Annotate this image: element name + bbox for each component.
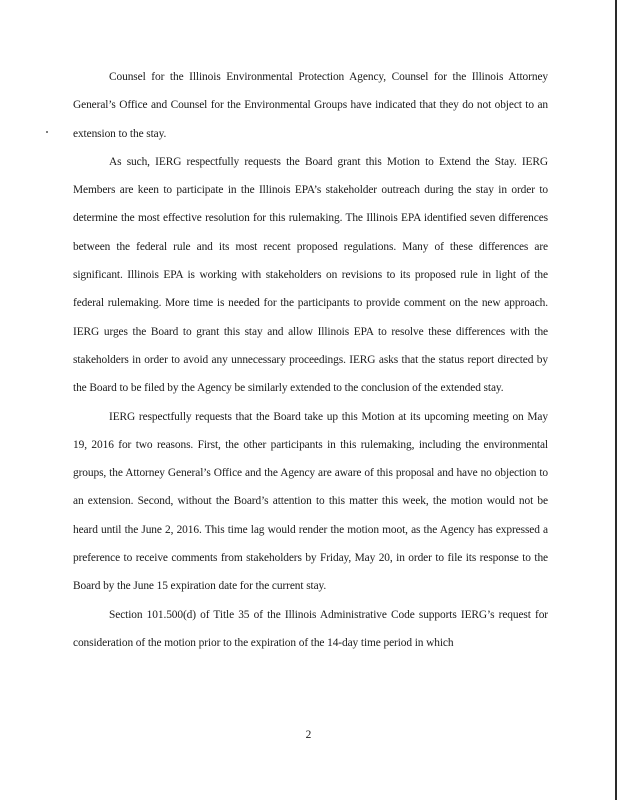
paragraph-section-101: Section 101.500(d) of Title 35 of the Illinois Administrative Code supports IERG’s request for consideration of the motion prior to the expiration of the 14-day time period in which bbox=[73, 608, 548, 649]
paragraph-meeting-request: IERG respectfully requests that the Board take up this Motion at its upcoming meeting on May 19, 2016 for two reasons. First, the other participants in this rulemaking, including the environmental groups, the Attorney General’s Office and the Agency are aware of this proposal and have no objection to an extension. Second, without the Board’s attention to this matter this week, the motion would not be heard until the June 2, 2016. This time lag would render the motion moot, as the Agency has expressed a preference to receive comments from stakeholders by Friday, May 20, in order to file its response to the Board by the June 15 expiration date for the current stay. bbox=[73, 410, 548, 593]
document-body bbox=[73, 63, 548, 657]
scan-speck bbox=[46, 131, 48, 133]
paragraph-request-extension: As such, IERG respectfully requests the Board grant this Motion to Extend the Stay. IERG Members are keen to participate in the Illinois EPA’s stakeholder outreach during the stay in order to determine the most effective resolution for this rulemaking. The Illinois EPA identified seven differences between the federal rule and its most recent proposed regulations. Many of these differences are significant. Illinois EPA is working with stakeholders on revisions to its proposed rule in light of the federal rulemaking. More time is needed for the participants to provide comment on the new approach. IERG urges the Board to grant this stay and allow Illinois EPA to resolve these differences with the stakeholders in order to avoid any unnecessary proceedings. IERG asks that the status report directed by the Board to be filed by the Agency be similarly extended to the conclusion of the extended stay. bbox=[73, 155, 548, 395]
page-number: 2 bbox=[305, 729, 312, 741]
paragraph-no-objection: Counsel for the Illinois Environmental Protection Agency, Counsel for the Illinois Attorney General’s Office and Counsel for the Environmental Groups have indicated that they do not object to an extension to the stay. bbox=[73, 71, 548, 140]
